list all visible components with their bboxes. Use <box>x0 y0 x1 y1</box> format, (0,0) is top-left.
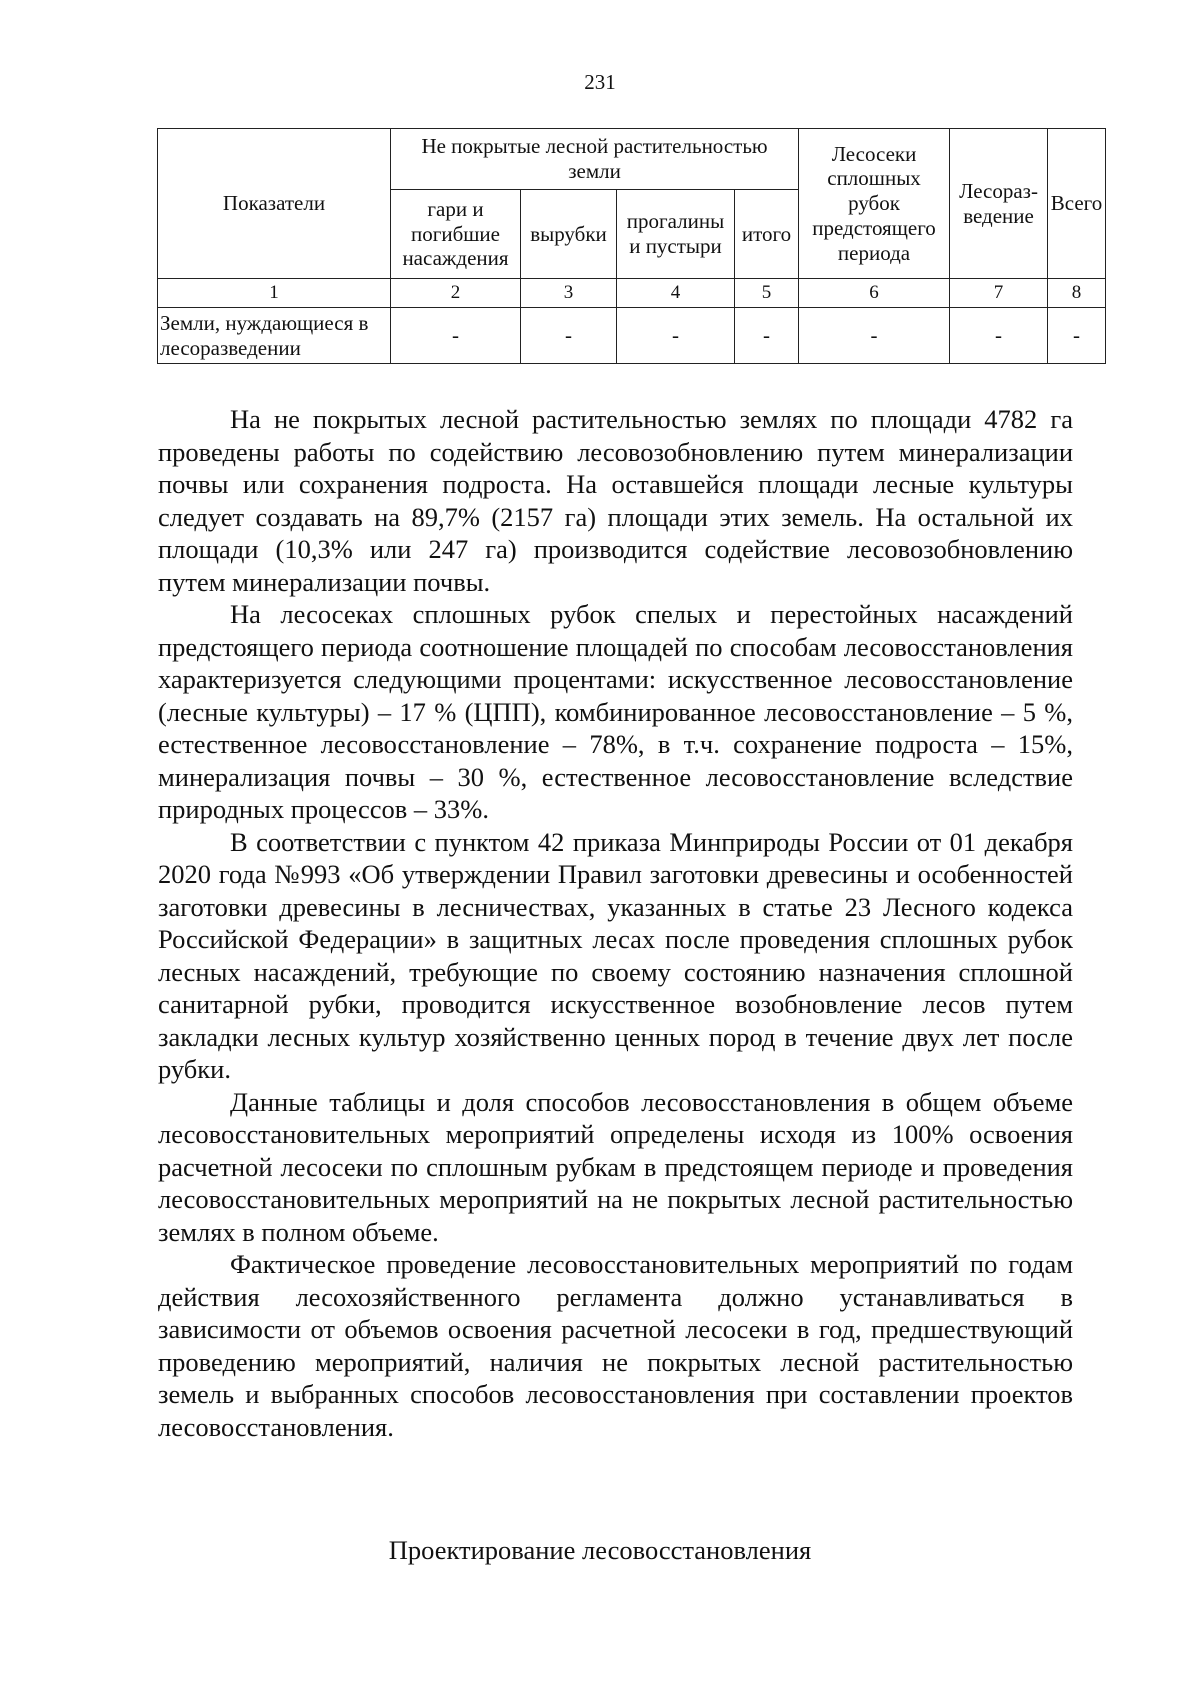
column-number: 1 <box>158 279 391 308</box>
column-number: 7 <box>950 279 1048 308</box>
header-subtotal: итого <box>735 190 799 279</box>
paragraph: Данные таблицы и доля способов лесовосстановления в общем объеме лесовосстановительных мероприятий определены исходя из 100% освоения расчетной лесосеки по сплошным рубкам в предстоящем периоде и проведения лесовосстановительных мероприятий на не покрытых лесной растительностью землях в полном объеме. <box>158 1086 1073 1247</box>
column-number: 2 <box>391 279 521 308</box>
table-cell: - <box>391 308 521 364</box>
column-number: 8 <box>1048 279 1106 308</box>
paragraph: На не покрытых лесной растительностью землях по площади 4782 га проведены работы по содействию лесовозобновлению путем минерализации почвы или сохранения подроста. На оставшейся площади лесные культуры следует создавать на 89,7% (2157 га) площади этих земель. На остальной их площади (10,3% или 247 га) производится содействие лесовозобновлению путем минерализации почвы. <box>158 404 1073 597</box>
table-header-row <box>158 129 1106 190</box>
header-burned-stands: гари и погибшие насаждения <box>391 190 521 279</box>
table-cell: - <box>521 308 617 364</box>
header-indicator: Показатели <box>158 129 391 279</box>
paragraph: Фактическое проведение лесовосстановительных мероприятий по годам действия лесохозяйственного регламента должно устанавливаться в зависимости от объемов освоения расчетной лесосеки в год, предшествующий проведению мероприятий, наличия не покрытых лесной растительностью земель и выбранных способов лесовосстановления при составлении проектов лесовосстановления. <box>158 1249 1073 1442</box>
column-number: 5 <box>735 279 799 308</box>
column-number-row <box>158 279 1106 308</box>
column-number: 4 <box>617 279 735 308</box>
reforestation-table <box>157 128 1106 364</box>
header-afforestation: Лесораз-ведение <box>950 129 1048 279</box>
header-uncovered-lands: Не покрытые лесной растительностью земли <box>391 129 799 190</box>
row-label: Земли, нуждающиеся в лесоразведении <box>158 308 391 364</box>
paragraph: На лесосеках сплошных рубок спелых и перестойных насаждений предстоящего периода соотношение площадей по способам лесовосстановления характеризуется следующими процентами: искусственное лесовосстановление (лесные культуры) – 17 % (ЦПП), комбинированное лесовосстановление – 5 %, естественное лесовосстановление – 78%, в т.ч. сохранение подроста – 15%, минерализация почвы – 30 %, естественное лесовосстановление вследствие природных процессов – 33%. <box>158 599 1073 824</box>
page-number: 231 <box>584 70 616 94</box>
header-total: Всего <box>1048 129 1106 279</box>
table-cell: - <box>1048 308 1106 364</box>
table-cell: - <box>735 308 799 364</box>
table-row <box>158 308 1106 364</box>
body-text <box>158 403 1073 1443</box>
header-cutting-areas: Лесосеки сплошных рубок предстоящего периода <box>799 129 950 279</box>
paragraph: В соответствии с пунктом 42 приказа Минприроды России от 01 декабря 2020 года №993 «Об утверждении Правил заготовки древесины и особенностей заготовки древесины в лесничествах, указанных в статье 23 Лесного кодекса Российской Федерации» в защитных лесах после проведения сплошных рубок лесных насаждений, требующие по своему состоянию назначения сплошной санитарной рубки, проводится искусственное возобновление лесов путем закладки лесных культур хозяйственно ценных пород в течение двух лет после рубки. <box>158 826 1073 1084</box>
column-number: 3 <box>521 279 617 308</box>
header-glades: прогалины и пустыри <box>617 190 735 279</box>
section-heading: Проектирование лесовосстановления <box>388 1535 812 1565</box>
column-number: 6 <box>799 279 950 308</box>
header-clearcuts: вырубки <box>521 190 617 279</box>
table-cell: - <box>799 308 950 364</box>
table-cell: - <box>950 308 1048 364</box>
table-cell: - <box>617 308 735 364</box>
